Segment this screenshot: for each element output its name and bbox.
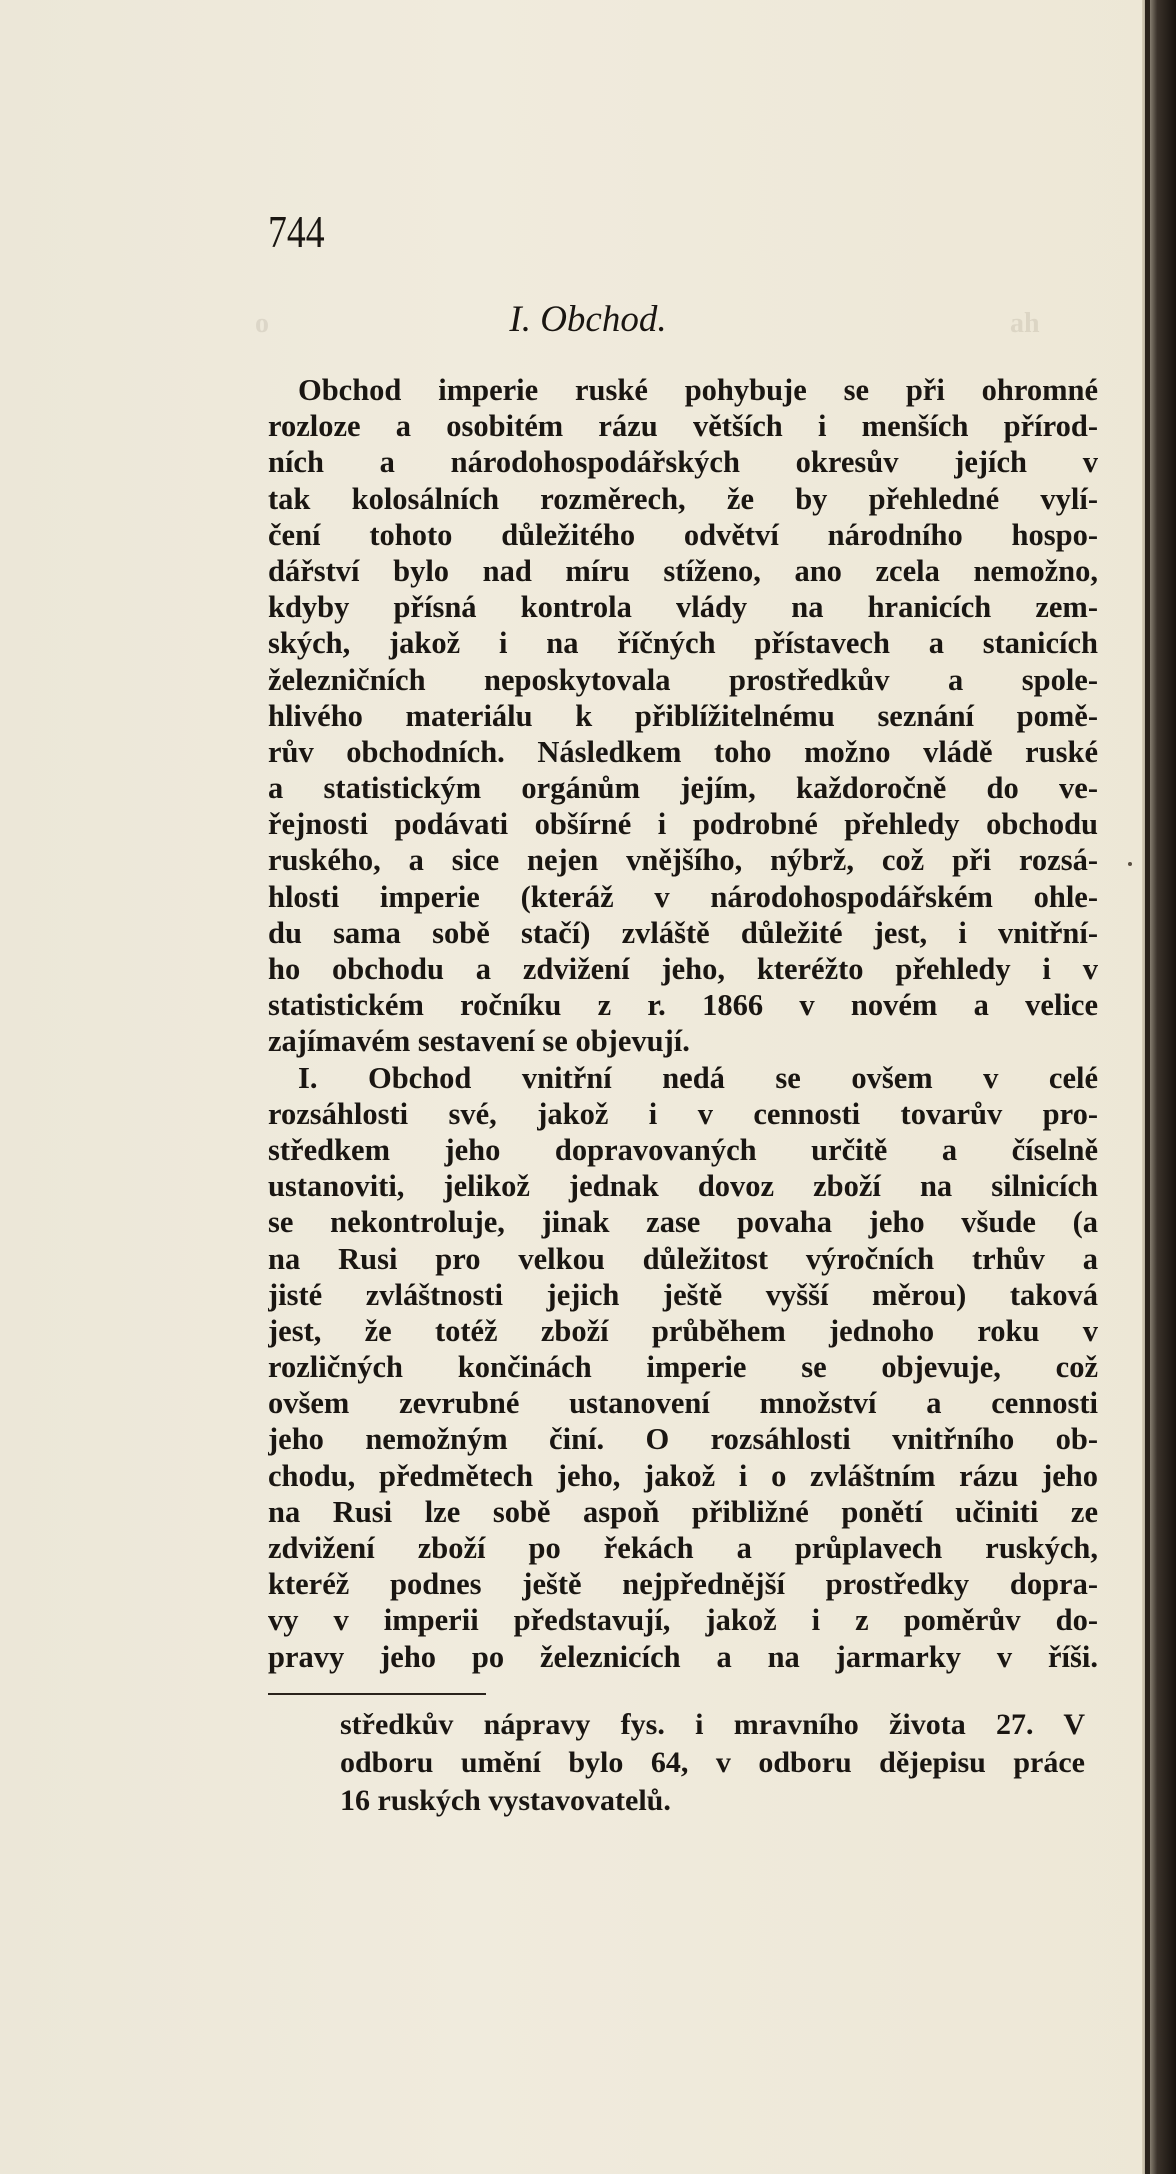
text-line: zdvižení zboží po řekách a průplavech ruských, xyxy=(268,1531,1098,1565)
text-line: jisté zvláštnosti jejich ještě vyšší měrou) taková xyxy=(268,1277,1098,1312)
text-line: pravy jeho po železnicích a na jarmarky v říši. xyxy=(268,1639,1098,1674)
text-line: čení tohoto důležitého odvětví národního hospo- xyxy=(268,517,1098,552)
footnote-line: odboru umění bylo 64, v odboru dějepisu práce xyxy=(340,1746,1085,1779)
text-line: ních a národohospodářských okresův jejích v xyxy=(268,445,1098,480)
text-line: statistickém ročníku z r. 1866 v novém a velice xyxy=(268,988,1098,1023)
footnote-line: 16 ruských vystavovatelů. xyxy=(340,1784,671,1817)
text-line: dářství bylo nad míru stíženo, ano zcela nemožno, xyxy=(268,553,1098,588)
text-line: středkem jeho dopravovaných určitě a číselně xyxy=(268,1132,1098,1167)
text-line: ovšem zevrubné ustanovení množství a cennosti xyxy=(268,1386,1098,1421)
text-line: Obchod imperie ruské pohybuje se při ohromné xyxy=(298,373,1098,407)
text-line: se nekontroluje, jinak zase povaha jeho všude (a xyxy=(268,1205,1098,1240)
footnote xyxy=(340,1706,1085,1820)
page-number: 744 xyxy=(268,206,325,257)
text-line: hlosti imperie (kteráž v národohospodářském ohle- xyxy=(268,879,1098,914)
text-line: a statistickým orgánům jejím, každoročně do ve- xyxy=(268,771,1098,806)
text-line: ho obchodu a zdvižení jeho, kteréžto přehledy i v xyxy=(268,952,1098,986)
text-line: tak kolosálních rozměrech, že by přehledné vylí- xyxy=(268,481,1098,516)
text-line: vy v imperii představují, jakož i z poměrův do- xyxy=(268,1603,1098,1638)
text-line: kdyby přísná kontrola vlády na hranicích zem- xyxy=(268,590,1098,625)
text-line: rozličných končinách imperie se objevuje, což xyxy=(268,1350,1098,1385)
footnote-rule xyxy=(268,1693,486,1695)
footnote-line: středkův nápravy fys. i mravního života 27. V xyxy=(340,1708,1085,1741)
text-line: I. Obchod vnitřní nedá se ovšem v celé xyxy=(298,1060,1098,1095)
show-through-text-2: ah xyxy=(1010,308,1040,339)
print-speck xyxy=(1128,862,1132,866)
text-line: ských, jakož i na říčných přístavech a stanicích xyxy=(268,626,1098,661)
text-line: ustanoviti, jelikož jednak dovoz zboží na silnicích xyxy=(268,1169,1098,1204)
text-line: rozloze a osobitém rázu větších i menších přírod- xyxy=(268,409,1098,444)
text-line: jeho nemožným činí. O rozsáhlosti vnitřního ob- xyxy=(268,1422,1098,1457)
show-through-text-1: o xyxy=(255,308,269,339)
text-line: jest, že totéž zboží průběhem jednoho roku v xyxy=(268,1313,1098,1348)
text-line: na Rusi pro velkou důležitost výročních trhův a xyxy=(268,1241,1098,1276)
body-text xyxy=(268,372,1098,1675)
text-line: rův obchodních. Následkem toho možno vládě ruské xyxy=(268,734,1098,769)
text-line: chodu, předmětech jeho, jakož i o zvláštním rázu jeho xyxy=(268,1458,1098,1493)
text-line: rozsáhlosti své, jakož i v cennosti tovarův pro- xyxy=(268,1096,1098,1131)
text-line: hlivého materiálu k přiblížitelnému seznání pomě- xyxy=(268,698,1098,733)
text-line: na Rusi lze sobě aspoň přibližné ponětí učiniti ze xyxy=(268,1494,1098,1529)
text-line: železničních neposkytovala prostředkův a spole- xyxy=(268,662,1098,697)
text-line: zajímavém sestavení se objevují. xyxy=(268,1024,690,1059)
text-line: kteréž podnes ještě nejpřednější prostředky dopra- xyxy=(268,1567,1098,1602)
section-title: I. Obchod. xyxy=(509,299,667,340)
book-spine-edge xyxy=(1145,0,1150,2174)
text-line: řejnosti podávati obšírné i podrobné přehledy obchodu xyxy=(268,807,1098,842)
text-line: du sama sobě stačí) zvláště důležité jest, i vnitřní- xyxy=(268,915,1098,950)
text-line: ruského, a sice nejen vnějšího, nýbrž, což při rozsá- xyxy=(268,843,1098,878)
